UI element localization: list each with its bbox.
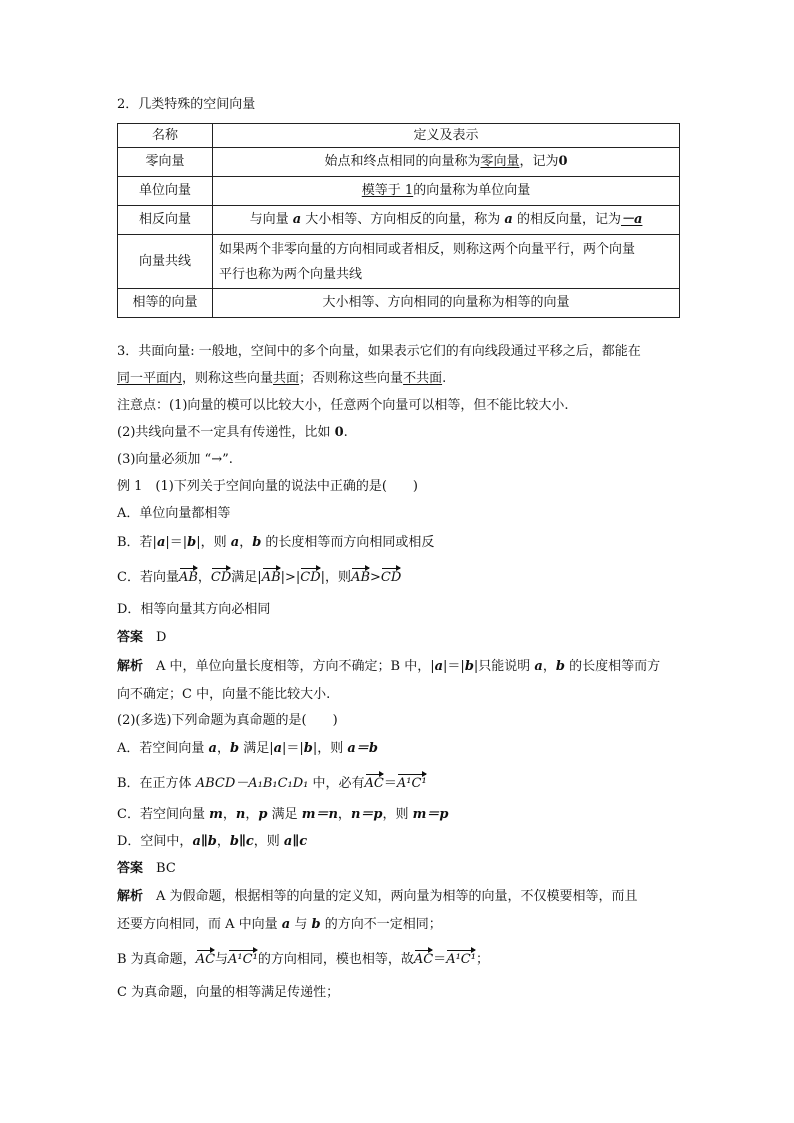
- example-2-explanation-line-1: 解析 A 为假命题，根据相等的向量的定义知，两向量为相等的向量，不仅模要相等，而且: [117, 889, 638, 904]
- note-3: (3)向量必须加 “→”.: [117, 452, 233, 467]
- example-2-explanation-line-4: C 为真命题，向量的相等满足传递性；: [117, 985, 340, 1000]
- table-row: [118, 148, 680, 177]
- section-3-line-1: 3．共面向量: 一般地，空间中的多个向量，如果表示它们的有向线段通过平移之后，都能在: [117, 344, 641, 359]
- example-1-option-a: A．单位向量都相等: [117, 506, 231, 521]
- note-2: (2)共线向量不一定具有传递性，比如 0.: [117, 425, 348, 440]
- table-row: [118, 206, 680, 235]
- example-1-explanation-line-1: 解析 A 中，单位向量长度相等，方向不确定；B 中，|a|＝|b|只能说明 a，b 的长度相等而方: [117, 659, 661, 674]
- table-cell-def: 始点和终点相同的向量称为零向量，记为0: [213, 148, 680, 177]
- example-2-option-b: B．在正方体 ABCD－A₁B₁C₁D₁ 中，必有AC＝A¹C¹: [117, 772, 427, 793]
- example-1-answer: 答案 D: [117, 630, 167, 645]
- section-2-heading: 2．几类特殊的空间向量: [117, 97, 256, 112]
- table-cell-name: 零向量: [118, 148, 213, 177]
- table-cell-def: 大小相等、方向相同的向量称为相等的向量: [213, 289, 680, 318]
- table-cell-def: 如果两个非零向量的方向相同或者相反，则称这两个向量平行，两个向量 平行也称为两个向量共线: [213, 235, 680, 289]
- table-cell-name: 向量共线: [118, 235, 213, 289]
- table-row: [118, 235, 680, 289]
- table-row: [118, 177, 680, 206]
- example-2-explanation-line-2: 还要方向相同，而 A 中向量 a 与 b 的方向不一定相同；: [117, 917, 442, 932]
- table-header-def: 定义及表示: [213, 124, 680, 148]
- table-cell-def: 与向量 a 大小相等、方向相反的向量，称为 a 的相反向量，记为－a: [213, 206, 680, 235]
- table-header-name: 名称: [118, 124, 213, 148]
- table-cell-name: 相等的向量: [118, 289, 213, 318]
- table-cell-name: 单位向量: [118, 177, 213, 206]
- example-2-option-a: A．若空间向量 a，b 满足|a|＝|b|，则 a＝b: [117, 741, 378, 756]
- table-cell-name: 相反向量: [118, 206, 213, 235]
- example-1-option-c: C．若向量AB，CD满足|AB|>|CD|，则AB>CD: [117, 566, 401, 587]
- example-1-explanation-line-2: 向不确定；C 中，向量不能比较大小.: [117, 687, 331, 702]
- table-row: [118, 289, 680, 318]
- example-2-option-d: D．空间中，a∥b，b∥c，则 a∥c: [117, 834, 308, 849]
- note-1: 注意点：(1)向量的模可以比较大小，任意两个向量可以相等，但不能比较大小.: [117, 398, 569, 413]
- example-2-question: (2)(多选)下列命题为真命题的是( ): [117, 713, 338, 728]
- example-1-option-b: B．若|a|＝|b|，则 a，b 的长度相等而方向相同或相反: [117, 535, 435, 550]
- example-1-option-d: D．相等向量其方向必相同: [117, 602, 271, 617]
- example-2-answer: 答案 BC: [117, 861, 176, 876]
- special-vectors-table: [117, 123, 680, 318]
- example-2-explanation-line-3: B 为真命题，AC与A¹C¹的方向相同，模也相等，故AC＝A¹C¹；: [117, 948, 489, 969]
- section-3-line-2: 同一平面内，则称这些向量共面；否则称这些向量不共面.: [117, 371, 447, 386]
- example-2-option-c: C．若空间向量 m，n，p 满足 m＝n，n＝p，则 m＝p: [117, 807, 449, 822]
- table-cell-def: 模等于 1的向量称为单位向量: [213, 177, 680, 206]
- table-header-row: [118, 124, 680, 148]
- example-1-question: 例 1 (1)下列关于空间向量的说法中正确的是( ): [117, 479, 418, 494]
